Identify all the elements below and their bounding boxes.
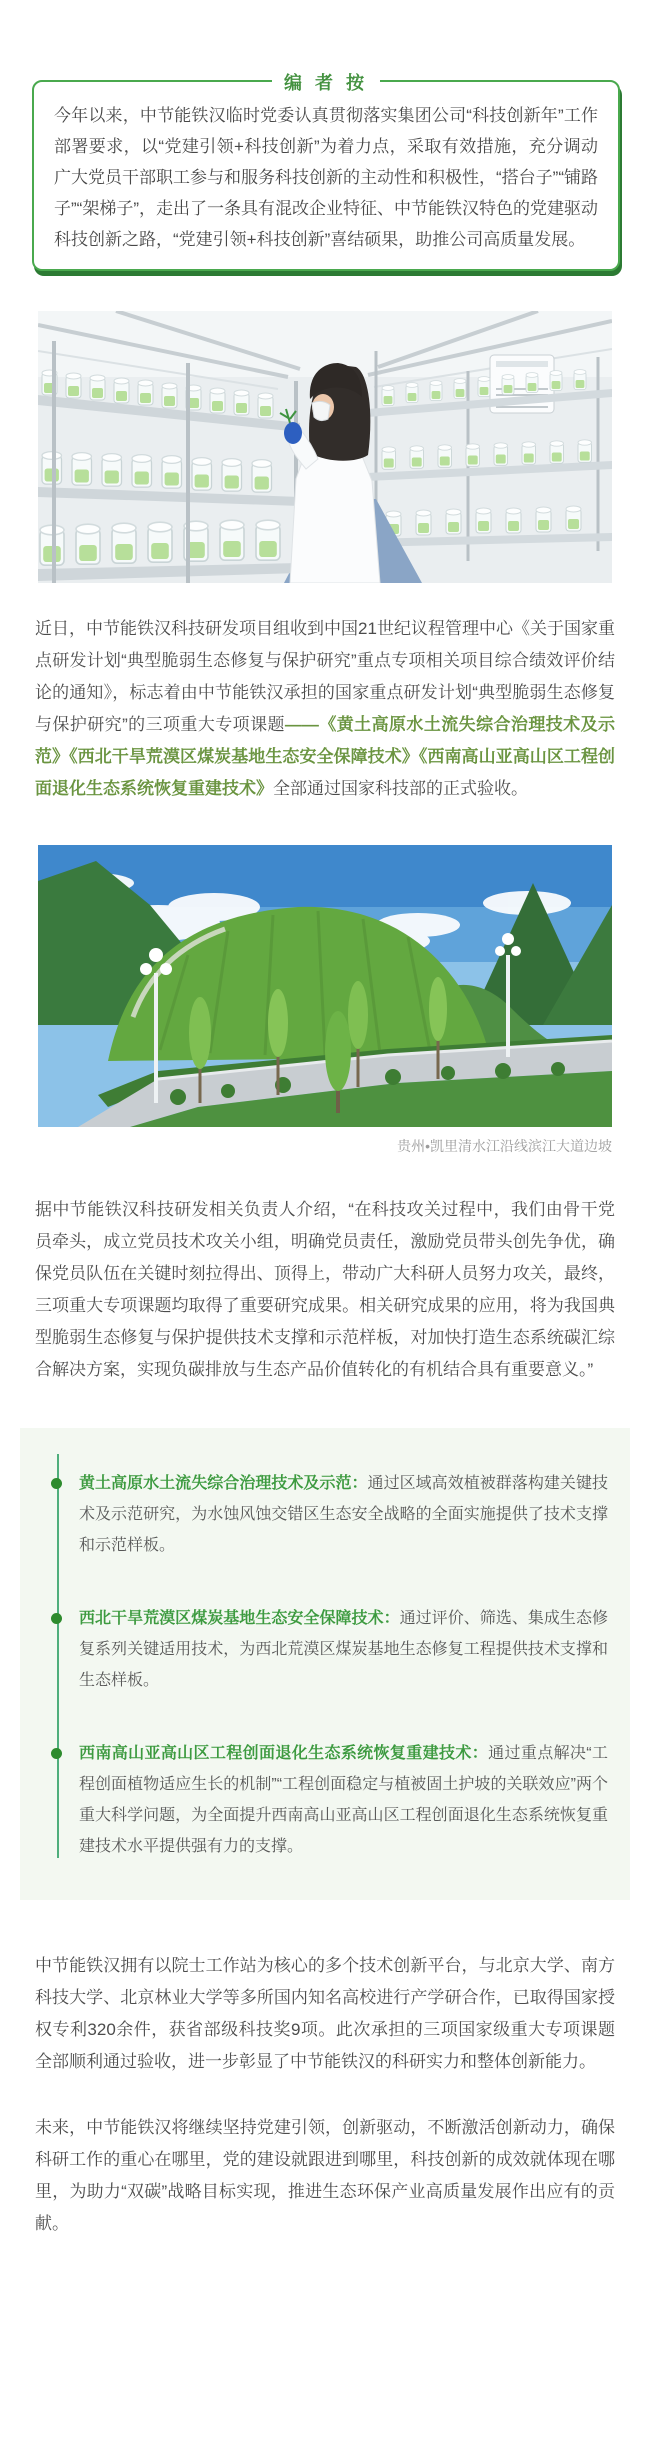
paragraph-acceptance-tail: 全部通过国家科技部的正式验收。: [273, 779, 528, 798]
highlight-item-northwest-desert: [20, 1603, 608, 1696]
paragraph-acceptance-text: 近日，中节能铁汉科技研发项目组收到中国21世纪议程管理中心《关于国家重点研发计划“典型脆弱生态修复与保护研究”重点专项相关项目综合绩效评价结论的通知》，标志着由中节能铁汉承担的国家重点研发计划“典型脆弱生态修复与保护研究”的三项重大专项课题: [35, 619, 615, 734]
highlight-title: 西北干旱荒漠区煤炭基地生态安全保障技术：: [79, 1610, 400, 1627]
highlight-item-southwest-mountain: [20, 1738, 608, 1862]
bullet-dot-icon: [51, 1748, 62, 1759]
lab-photo: [38, 311, 612, 583]
highlight-body: 通过重点解决“工程创面植物适应生长的机制”“工程创面稳定与植被固土护坡的关联效应”两个重大科学问题，为全面提升西南高山亚高山区工程创面退化生态系统恢复重建技术水平提供强有力的支撑。: [79, 1745, 608, 1855]
lab-photo-image: [38, 311, 612, 583]
paragraph-acceptance: [35, 613, 615, 805]
paragraph-platforms: 中节能铁汉拥有以院士工作站为核心的多个技术创新平台，与北京大学、南方科技大学、北京林业大学等多所国内知名高校进行产学研合作，已取得国家授权专利320余件，获省部级科技奖9项。此次承担的三项国家级重大专项课题全部顺利通过验收，进一步彰显了中节能铁汉的科研实力和整体创新能力。: [35, 1956, 615, 2071]
bullet-dot-icon: [51, 1613, 62, 1624]
highlight-title: 黄土高原水土流失综合治理技术及示范：: [79, 1475, 368, 1492]
paragraph-future: 未来，中节能铁汉将继续坚持党建引领，创新驱动，不断激活创新动力，确保科研工作的重心在哪里，党的建设就跟进到哪里，科技创新的成效就体现在哪里，为助力“双碳”战略目标实现，推进生态环保产业高质量发展作出应有的贡献。: [35, 2118, 615, 2233]
bullet-dot-icon: [51, 1478, 62, 1489]
editor-note-title: 编 者 按: [272, 69, 380, 95]
highlight-body: 通过区域高效植被群落构建关键技术及示范研究，为水蚀风蚀交错区生态安全战略的全面实施提供了技术支撑和示范样板。: [79, 1475, 608, 1554]
slope-photo-caption: 贵州•凯里清水江沿线滨江大道边坡: [397, 1138, 612, 1154]
editor-note-body: 今年以来，中节能铁汉临时党委认真贯彻落实集团公司“科技创新年”工作部署要求，以“党建引领+科技创新”为着力点，采取有效措施，充分调动广大党员干部职工参与和服务科技创新的主动性和积极性，“搭台子”“铺路子”“架梯子”，走出了一条具有混改企业特征、中节能铁汉特色的党建驱动科技创新之路，“党建引领+科技创新”喜结硕果，助推公司高质量发展。: [54, 106, 598, 249]
highlights-section: [20, 1428, 630, 1900]
project-titles-emphasis: ——《黄土高原水土流失综合治理技术及示范》《西北干旱荒漠区煤炭基地生态安全保障技术》《西南高山亚高山区工程创面退化生态系统恢复重建技术》: [35, 715, 616, 798]
slope-photo-image: [38, 845, 612, 1127]
slope-photo: [38, 845, 612, 1127]
highlight-item-loess-plateau: [20, 1468, 608, 1561]
highlight-body: 通过评价、筛选、集成生态修复系列关键适用技术，为西北荒漠区煤炭基地生态修复工程提供技术支撑和生态样板。: [79, 1610, 608, 1689]
paragraph-interview: 据中节能铁汉科技研发相关负责人介绍，“在科技攻关过程中，我们由骨干党员牵头，成立党员技术攻关小组，明确党员责任，激励党员带头创先争优，确保党员队伍在关键时刻拉得出、顶得上，带动广大科研人员努力攻关，最终，三项重大专项课题均取得了重要研究成果。相关研究成果的应用，将为我国典型脆弱生态修复与保护提供技术支撑和示范样板，对加快打造生态系统碳汇综合解决方案，实现负碳排放与生态产品价值转化的有机结合具有重要意义。”: [35, 1200, 615, 1379]
editor-note-box: [32, 73, 620, 271]
highlight-title: 西南高山亚高山区工程创面退化生态系统恢复重建技术：: [79, 1745, 489, 1762]
